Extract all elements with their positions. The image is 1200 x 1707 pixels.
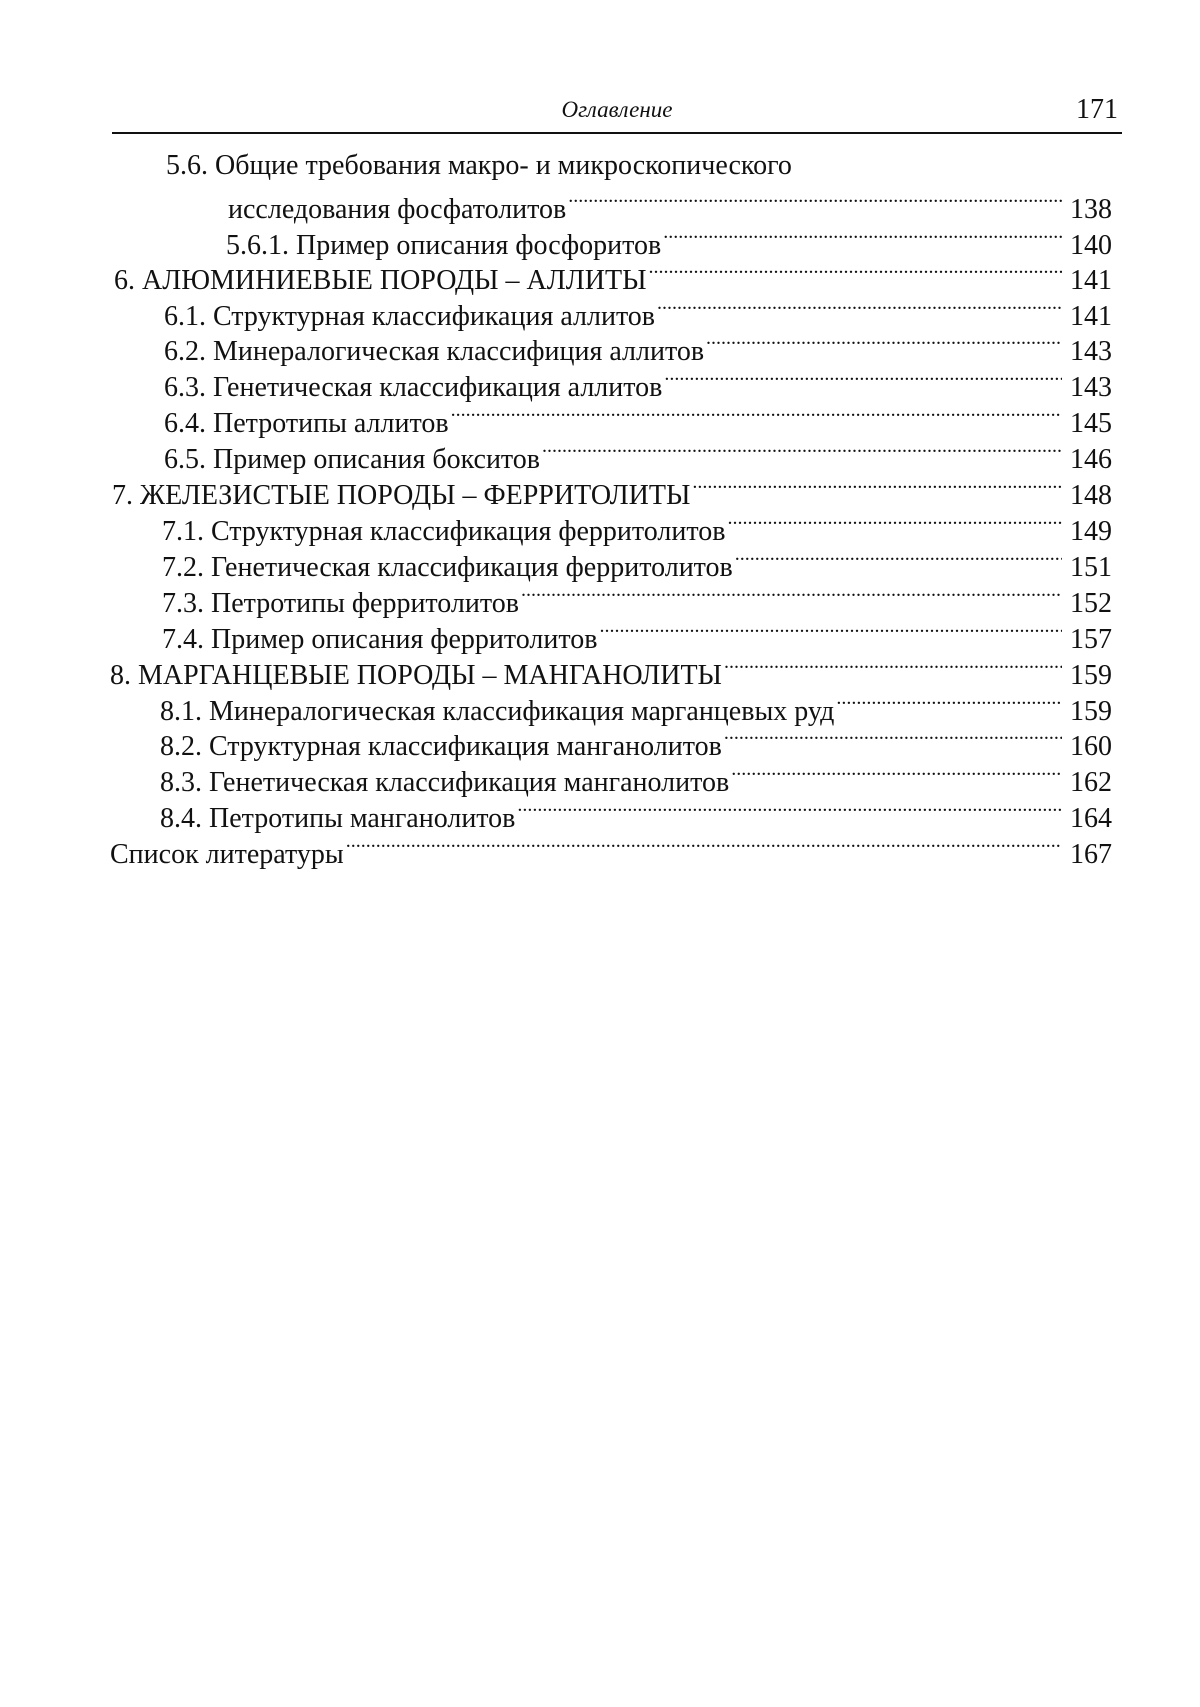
toc-entry-7-2 xyxy=(162,540,1112,583)
dot-leader xyxy=(657,287,1062,323)
dot-leader xyxy=(706,322,1062,358)
dot-leader xyxy=(664,358,1062,394)
toc-entry-text: 6.4. Петротипы аллитов xyxy=(164,408,449,439)
toc-entry-page: 160 xyxy=(1070,731,1112,762)
dot-leader xyxy=(542,430,1062,466)
toc-entry-6-5 xyxy=(164,432,1112,475)
dot-leader xyxy=(568,180,1062,216)
dot-leader xyxy=(599,610,1062,646)
toc-entry-text: 6.3. Генетическая классификация аллитов xyxy=(164,372,663,403)
dot-leader xyxy=(517,789,1062,825)
toc-entry-text: 7.3. Петротипы ферритолитов xyxy=(162,588,519,619)
toc-entry-5-6-1 xyxy=(226,218,1112,261)
dot-leader xyxy=(727,502,1062,538)
toc-entry-page: 159 xyxy=(1070,660,1112,691)
toc-entry-8-3 xyxy=(160,755,1112,798)
toc-entry-text: 6.5. Пример описания бокситов xyxy=(164,444,541,475)
toc-entry-references xyxy=(110,827,1112,870)
toc-entry-5-6-line1 xyxy=(166,148,1066,184)
toc-entry-6-2 xyxy=(164,324,1112,367)
toc-entry-page: 162 xyxy=(1070,767,1112,798)
toc-entry-text: 5.6. Общие требования макро- и микроскопического xyxy=(166,150,792,181)
dot-leader xyxy=(346,825,1062,861)
toc-entry-7-1 xyxy=(162,504,1112,547)
dot-leader xyxy=(731,753,1062,789)
toc-entry-page: 149 xyxy=(1070,516,1112,547)
toc-entry-text: исследования фосфатолитов xyxy=(228,194,567,225)
toc-entry-text: 6.1. Структурная классификация аллитов xyxy=(164,301,656,332)
toc-entry-page: 151 xyxy=(1070,552,1112,583)
toc-entry-page: 145 xyxy=(1070,408,1112,439)
dot-leader xyxy=(836,682,1062,718)
toc-entry-page: 157 xyxy=(1070,624,1112,655)
toc-entry-text: 8.1. Минералогическая классификация марганцевых руд xyxy=(160,696,835,727)
toc-entry-page: 167 xyxy=(1070,839,1112,870)
toc-entry-text: Список литературы xyxy=(110,839,344,870)
dot-leader xyxy=(735,538,1062,574)
toc-entry-page: 152 xyxy=(1070,588,1112,619)
toc-entry-text: 7. ЖЕЛЕЗИСТЫЕ ПОРОДЫ – ФЕРРИТОЛИТЫ xyxy=(112,480,691,511)
dot-leader xyxy=(451,394,1062,430)
toc-entry-text: 7.2. Генетическая классификация ферритолитов xyxy=(162,552,733,583)
toc-entry-text: 8.4. Петротипы манганолитов xyxy=(160,803,516,834)
running-head-title: Оглавление xyxy=(561,97,673,122)
toc-entry-text: 8. МАРГАНЦЕВЫЕ ПОРОДЫ – МАНГАНОЛИТЫ xyxy=(110,660,722,691)
running-head xyxy=(112,96,1122,134)
toc-entry-8-2 xyxy=(160,719,1112,762)
toc-entry-text: 8.2. Структурная классификация манганолитов xyxy=(160,731,722,762)
toc-entry-6-3 xyxy=(164,360,1112,403)
toc-entry-text: 8.3. Генетическая классификация манганолитов xyxy=(160,767,730,798)
toc-entry-8-1 xyxy=(160,684,1112,727)
toc-entry-page: 143 xyxy=(1070,336,1112,367)
toc-entry-8-4 xyxy=(160,791,1112,834)
toc-entry-page: 164 xyxy=(1070,803,1112,834)
dot-leader xyxy=(663,216,1062,252)
dot-leader xyxy=(692,466,1062,502)
toc-entry-text: 5.6.1. Пример описания фосфоритов xyxy=(226,230,662,261)
toc-entry-page: 148 xyxy=(1070,480,1112,511)
dot-leader xyxy=(649,251,1063,287)
toc-entry-7-3 xyxy=(162,576,1112,619)
toc-entry-page: 143 xyxy=(1070,372,1112,403)
toc-entry-page: 141 xyxy=(1070,265,1112,296)
toc-entry-6-4 xyxy=(164,396,1112,439)
toc-entry-text: 7.1. Структурная классификация ферритолитов xyxy=(162,516,726,547)
toc-entry-page: 138 xyxy=(1070,194,1112,225)
toc-entry-7-4 xyxy=(162,612,1112,655)
toc-entry-8 xyxy=(110,648,1112,691)
toc-entry-text: 7.4. Пример описания ферритолитов xyxy=(162,624,598,655)
toc-entry-text: 6. АЛЮМИНИЕВЫЕ ПОРОДЫ – АЛЛИТЫ xyxy=(114,265,647,296)
toc-entry-6 xyxy=(114,253,1112,296)
dot-leader xyxy=(724,646,1062,682)
toc-entry-page: 141 xyxy=(1070,301,1112,332)
running-head-page-number: 171 xyxy=(1076,94,1118,125)
toc-entry-6-1 xyxy=(164,289,1112,332)
dot-leader xyxy=(521,574,1062,610)
toc-entry-text: 6.2. Минералогическая классифиция аллитов xyxy=(164,336,705,367)
toc-entry-page: 159 xyxy=(1070,696,1112,727)
toc-entry-page: 146 xyxy=(1070,444,1112,475)
toc-entry-page: 140 xyxy=(1070,230,1112,261)
toc-entry-5-6 xyxy=(228,182,1112,225)
toc-entry-7 xyxy=(112,468,1112,511)
dot-leader xyxy=(724,717,1062,753)
